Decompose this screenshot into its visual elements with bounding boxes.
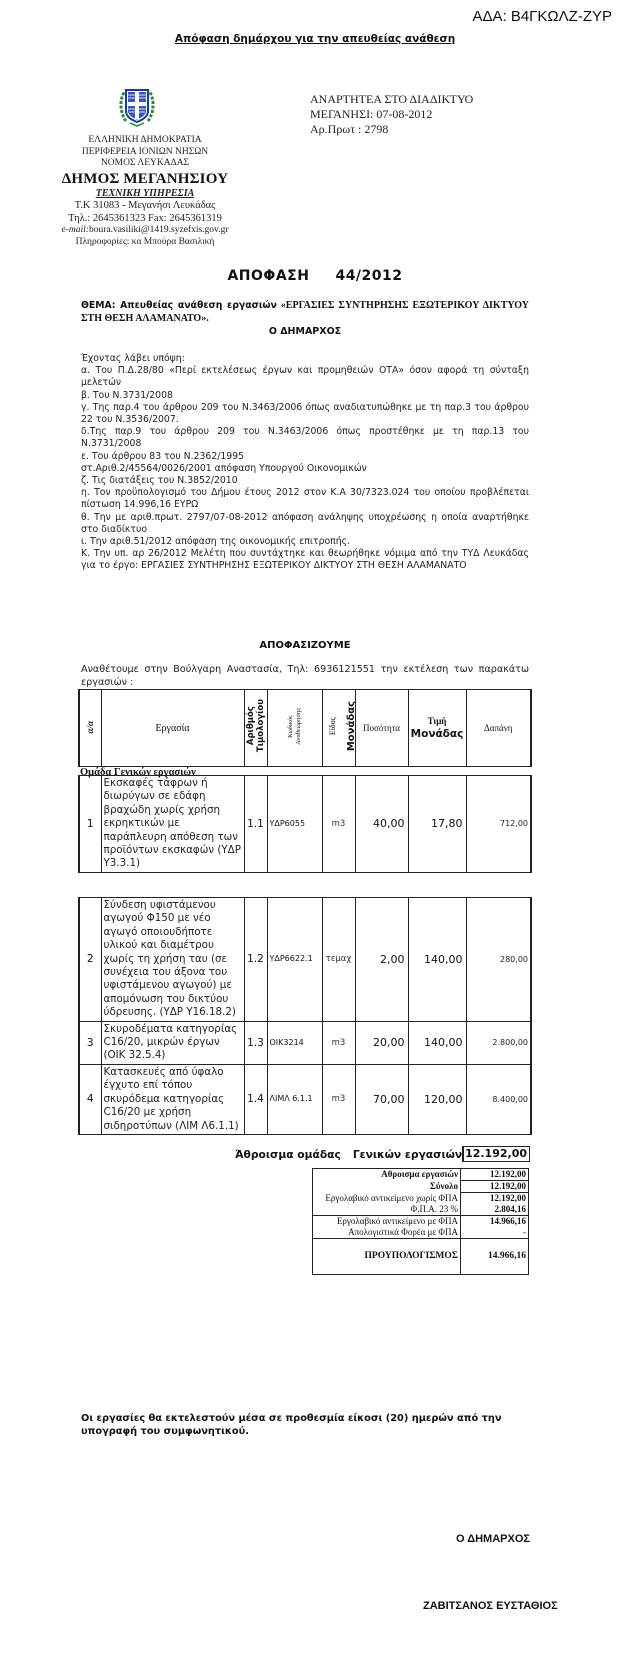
summary-value: 14.966,16 [461,1216,529,1228]
subject-label: ΘΕΜΑ: Απευθείας ανάθεση εργασιών [81,300,277,311]
signature-name: ΖΑΒΙΤΣΑΝΟΣ ΕΥΣΤΑΘΙΟΣ [423,1600,558,1612]
row-description: Εκσκαφές τάφρων ή διωρύγων σε εδάφη βραχώδη χωρίς χρήση εκρηκτικών με παράπλευρη απόθεση των προϊόντων εκσκαφών (ΥΔΡ Υ3.3.1) [101,776,244,873]
row-unit: m3 [322,1021,355,1064]
works-table-header [78,689,532,767]
decision-label: ΑΠΟΦΑΣΗ [227,268,310,284]
summary-row-total [313,1239,529,1275]
group-total-label: Άθροισμα ομάδας Γενικών εργασιών [235,1148,463,1161]
header-revision-code: Κωδικός Αναθεώρησης [267,690,322,767]
subject [81,299,529,325]
letterhead-service: ΤΕΧΝΙΚΗ ΥΠΗΡΕΣΙΑ [95,187,195,199]
summary-label: Φ.Π.Α. 23 % [313,1204,461,1216]
consideration-intro: Έχοντας λάβει υπόψη: [81,353,185,364]
decide-heading: ΑΠΟΦΑΣΙΖΟΥΜΕ [259,640,351,651]
summary-row [313,1169,529,1181]
row-cost: 2.800,00 [466,1021,531,1064]
letterhead-info: Πληροφορίες: κα Μπούρα Βασιλική [75,236,215,247]
summary-value: 14.966,16 [461,1239,529,1275]
row-number: 2 [79,898,101,1022]
summary-label: Απολογιστικά Φορέα με ΦΠΑ [313,1227,461,1239]
consideration-item: β. Του Ν.3731/2008 [81,389,173,401]
row-number: 4 [79,1064,101,1134]
summary-value: 2.804,16 [461,1204,529,1216]
letterhead-address: Τ.Κ 31083 - Μεγανήσι Λευκάδας [74,200,216,211]
consideration-item: στ.Αριθ.2/45564/0026/2001 απόφαση Υπουργού Οικονομικών [81,462,367,474]
consideration-item: γ. Της παρ.4 του άρθρου 209 του Ν.3463/2006 όπως αναδιατυπώθηκε με τη παρ.3 του άρθρου 22 του Ν.3536/2007. [81,401,529,426]
summary-value: 12.192,00 [461,1193,529,1205]
summary-value: 12.192,00 [461,1181,529,1193]
signature-title: Ο ΔΗΜΑΡΧΟΣ [456,1533,530,1545]
table-row [79,1021,531,1064]
subject-title: «ΕΡΓΑΣΙΕΣ ΣΥΝΤΗΡΗΣΗΣ ΕΞΩΤΕΡΙΚΟΥ ΔΙΚΤΥΟΥ ΣΤΗ ΘΕΣΗ ΑΛΑΜΑΝΑΤΟ». [81,300,529,324]
table-row [79,776,531,873]
works-table-part-2 [78,897,532,1135]
protocol-number: Αρ.Πρωτ : 2798 [310,122,389,136]
summary-value: - [461,1227,529,1239]
document-heading: Απόφαση δημάρχου για την απευθείας ανάθεση [174,33,456,45]
header-quantity: Ποσότητα [355,690,408,767]
summary-label: ΠΡΟΥΠΟΛΟΓΙΣΜΟΣ [313,1239,461,1275]
row-unit-price: 140,00 [408,1021,466,1064]
summary-value: 12.192,00 [461,1169,529,1181]
header-work: Εργασία [101,690,244,767]
summary-label: Εργολαβικό αντικείμενο με ΦΠΑ [313,1216,461,1228]
table-row [79,898,531,1022]
row-code: ΥΔΡ6622.1 [267,898,322,1022]
consideration-item: ε. Του άρθρου 83 του Ν.2362/1995 [81,450,245,462]
letterhead-prefecture: ΝΟΜΟΣ ΛΕΥΚΑΔΑΣ [100,158,190,168]
summary-row [313,1204,529,1216]
consideration-item: δ.Της παρ.9 του άρθρου 209 του Ν.3463/2006 όπως προστέθηκε με τη παρ.13 του Ν.3731/2008 [81,426,529,450]
row-description: Σκυροδέματα κατηγορίας C16/20, μικρών έργων (ΟΙΚ 32.5.4) [101,1021,244,1064]
row-unit-price: 17,80 [408,776,466,873]
row-description: Κατασκευές από ύφαλο έγχυτο επί τόπου σκυρόδεμα κατηγορίας C16/20 με χρήση σιδηροτύπων (ΛΙΜ Λ6.1.1) [101,1064,244,1134]
posting-date: ΜΕΓΑΝΗΣΙ: 07-08-2012 [310,107,433,121]
row-code: ΟΙΚ3214 [267,1021,322,1064]
row-unit: τεμαχ [322,898,355,1022]
greek-coat-of-arms-icon [118,83,156,127]
award-text: Αναθέτουμε στην Βούλγαρη Αναστασία, Τηλ: 6936121551 την εκτέλεση των παρακάτω εργασιών : [81,664,529,688]
decision-title [0,268,630,284]
consideration-item: θ. Την με αριθ.πρωτ. 2797/07-08-2012 απόφαση ανάληψης υποχρέωσης η οποία αναρτήθηκε στο διαδίκτυο [81,511,529,535]
group-label: Ομάδα Γενικών εργασιών [80,767,196,778]
works-table-part-1 [78,775,532,873]
deadline-text: Οι εργασίες θα εκτελεστούν μέσα σε προθεσμία είκοσι (20) ημερών από την υπογραφή του συμφωνητικού. [81,1413,502,1437]
letterhead-municipality: ΔΗΜΟΣ ΜΕΓΑΝΗΣΙΟΥ [61,170,229,187]
consideration-item: ζ. Τις διατάξεις του Ν.3852/2010 [81,475,238,487]
posting-info [310,92,473,137]
row-code: ΛΙΜΛ 6.1.1 [267,1064,322,1134]
row-unit-price: 120,00 [408,1064,466,1134]
header-unit-price: Τιμή Μονάδας [408,690,466,767]
row-cost: 8.400,00 [466,1064,531,1134]
table-row [79,1064,531,1134]
row-quantity: 70,00 [355,1064,408,1134]
row-article: 1.3 [244,1021,267,1064]
letterhead-email-line [60,225,230,237]
letterhead-phone: Τηλ.: 2645361323 Fax: 2645361319 [68,213,222,224]
letterhead-country: ΕΛΛΗΝΙΚΗ ΔΗΜΟΚΡΑΤΙΑ [88,135,202,145]
summary-label: Εργολαβικό αντικείμενο χωρίς ΦΠΑ [313,1193,461,1205]
consideration-item: ι. Την αριθ.51/2012 απόφαση της οικονομικής επιτροπής. [81,536,351,548]
header-unit: Είδος Μονάδας [322,690,355,767]
row-description: Σύνδεση υφιστάμενου αγωγού Φ150 με νέο αγωγό οποιουδήποτε υλικού και διαμέτρου χωρίς τη χρήση ταυ (σε συνέχεια του άξονα του υφιστάμενου αγωγού) με απομόνωση του δικτύου ύδρευσης. (ΥΔΡ Υ16.18.2) [101,898,244,1022]
summary-row [313,1227,529,1239]
row-unit-price: 140,00 [408,898,466,1022]
summary-label: Αθροισμα εργασιών [313,1169,461,1181]
mayor-heading: Ο ΔΗΜΑΡΧΟΣ [268,326,342,337]
summary-row [313,1216,529,1228]
row-quantity: 40,00 [355,776,408,873]
consideration-item: Κ. Την υπ. αρ 26/2012 Μελέτη που συντάχτηκε και θεωρήθηκε νόμιμα από την ΤΥΔ Λευκάδας για το έργο: ΕΡΓΑΣΙΕΣ ΣΥΝΤΗΡΗΣΗΣ ΕΞΩΤΕΡΙΚΟΥ ΔΙΚΤΥΟΥ ΣΤΗ ΘΕΣΗ ΑΛΑΜΑΝΑΤΟ [81,548,529,572]
email-link[interactable]: boura.vasiliki@1419.syzefxis.gov.gr [88,225,229,235]
summary-row [313,1193,529,1205]
letterhead [60,135,230,248]
ada-code: ΑΔΑ: Β4ΓΚΩΛΖ-ΖΥΡ [472,8,612,25]
row-quantity: 2,00 [355,898,408,1022]
header-aa: α/α [79,690,101,767]
row-article: 1.1 [244,776,267,873]
row-unit: m3 [322,1064,355,1134]
row-number: 3 [79,1021,101,1064]
email-label: e-mail: [61,225,89,235]
row-cost: 280,00 [466,898,531,1022]
row-number: 1 [79,776,101,873]
row-unit: m3 [322,776,355,873]
row-cost: 712,00 [466,776,531,873]
row-quantity: 20,00 [355,1021,408,1064]
consideration-item: η. Τον προϋπολογισμό του Δήμου έτους 2012 στον Κ.Α 30/7323.024 του οποίου προβλέπεται πίστωση 14.996,16 ΕΥΡΩ [81,487,529,511]
summary-label: Σύνολο [313,1181,461,1193]
row-article: 1.4 [244,1064,267,1134]
posting-line: ΑΝΑΡΤΗΤΕΑ ΣΤΟ ΔΙΑΔΙΚΤΥΟ [310,92,474,106]
decision-number: 44/2012 [335,268,403,284]
row-article: 1.2 [244,898,267,1022]
letterhead-region: ΠΕΡΙΦΕΡΕΙΑ ΙΟΝΙΩΝ ΝΗΣΩΝ [81,146,209,157]
header-article: Αριθμός Τιμολογίου [244,690,267,767]
group-total-value: 12.192,00 [462,1146,530,1162]
budget-summary-table [312,1168,529,1275]
consideration-item: α. Του Π.Δ.28/80 «Περί εκτελέσεως έργων και προμηθειών ΟΤΑ» όσον αφορά τη σύνταξη μελετών [81,365,529,389]
summary-row [313,1181,529,1193]
row-code: ΥΔΡ6055 [267,776,322,873]
considerations-list [81,353,529,573]
header-cost: Δαπάνη [466,690,531,767]
